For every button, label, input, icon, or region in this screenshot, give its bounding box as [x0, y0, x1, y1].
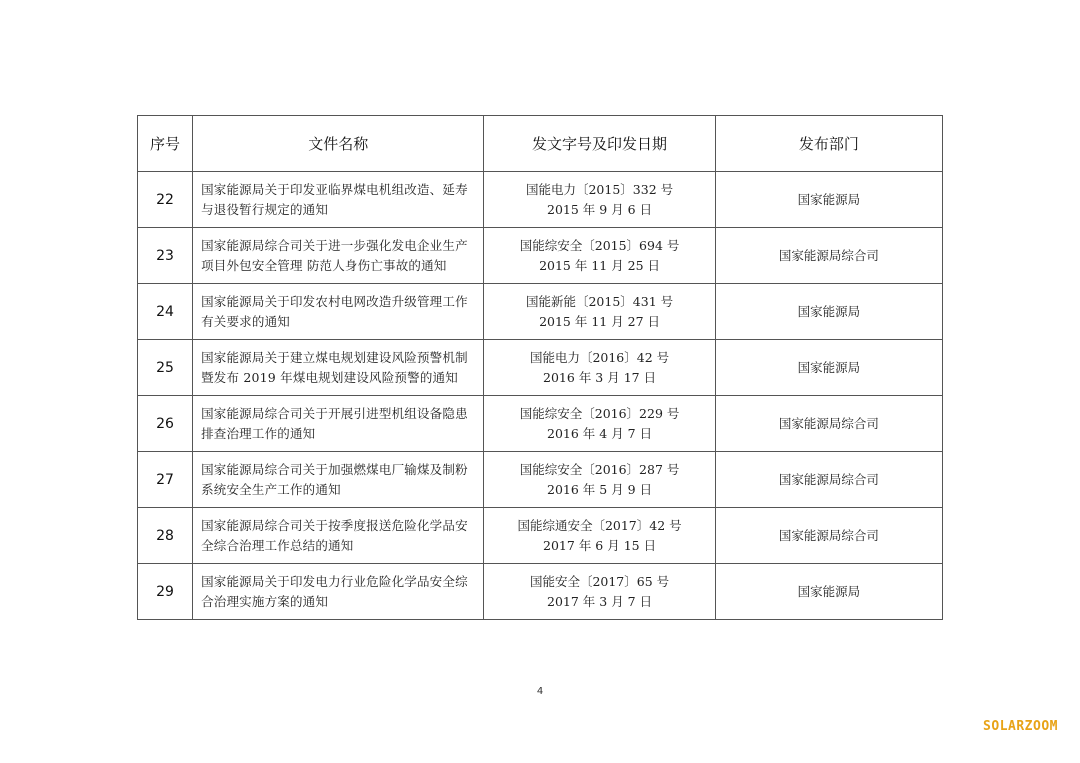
- row-code-date-cell: [484, 340, 715, 396]
- row-serial-number: 26: [138, 396, 193, 452]
- row-document-name: 国家能源局综合司关于按季度报送危险化学品安全综合治理工作总结的通知: [193, 508, 484, 564]
- row-document-code: 国能综安全〔2016〕287 号: [519, 461, 680, 477]
- row-department: 国家能源局综合司: [715, 228, 942, 284]
- row-code-date-cell: [484, 452, 715, 508]
- row-serial-number: 22: [138, 172, 193, 228]
- row-document-code: 国能安全〔2017〕65 号: [529, 573, 670, 589]
- table-row: [138, 284, 943, 340]
- row-issue-date: 2016 年 5 月 9 日: [547, 481, 653, 497]
- row-issue-date: 2015 年 11 月 25 日: [539, 257, 661, 273]
- table-row: [138, 396, 943, 452]
- row-department: 国家能源局综合司: [715, 508, 942, 564]
- row-serial-number: 23: [138, 228, 193, 284]
- table-row: [138, 228, 943, 284]
- row-code-date-cell: [484, 508, 715, 564]
- row-code-date-cell: [484, 396, 715, 452]
- row-code-date-cell: [484, 228, 715, 284]
- row-serial-number: 29: [138, 564, 193, 620]
- row-document-code: 国能综安全〔2015〕694 号: [519, 237, 680, 253]
- document-table: [137, 115, 943, 620]
- row-department: 国家能源局: [715, 564, 942, 620]
- row-code-date-cell: [484, 172, 715, 228]
- row-issue-date: 2017 年 3 月 7 日: [547, 593, 653, 609]
- row-code-date-cell: [484, 284, 715, 340]
- row-document-name: 国家能源局关于印发亚临界煤电机组改造、延寿与退役暂行规定的通知: [193, 172, 484, 228]
- row-serial-number: 24: [138, 284, 193, 340]
- page-number: 4: [536, 686, 544, 697]
- header-document-code-date: 发文字号及印发日期: [484, 116, 715, 172]
- table-row: [138, 172, 943, 228]
- row-document-name: 国家能源局综合司关于进一步强化发电企业生产项目外包安全管理 防范人身伤亡事故的通知: [193, 228, 484, 284]
- row-document-code: 国能综安全〔2016〕229 号: [519, 405, 680, 421]
- row-document-code: 国能电力〔2016〕42 号: [529, 349, 670, 365]
- header-serial-number: 序号: [138, 116, 193, 172]
- row-document-name: 国家能源局综合司关于加强燃煤电厂输煤及制粉系统安全生产工作的通知: [193, 452, 484, 508]
- row-issue-date: 2016 年 3 月 17 日: [543, 369, 657, 385]
- row-document-name: 国家能源局关于印发电力行业危险化学品安全综合治理实施方案的通知: [193, 564, 484, 620]
- solarzoom-watermark: SOLARZOOM: [983, 719, 1058, 734]
- row-document-name: 国家能源局关于印发农村电网改造升级管理工作有关要求的通知: [193, 284, 484, 340]
- row-department: 国家能源局综合司: [715, 396, 942, 452]
- table-row: [138, 564, 943, 620]
- row-issue-date: 2015 年 11 月 27 日: [539, 313, 661, 329]
- row-document-code: 国能综通安全〔2017〕42 号: [517, 517, 682, 533]
- row-serial-number: 28: [138, 508, 193, 564]
- row-document-name: 国家能源局关于建立煤电规划建设风险预警机制暨发布 2019 年煤电规划建设风险预警的通知: [193, 340, 484, 396]
- row-document-name: 国家能源局综合司关于开展引进型机组设备隐患排查治理工作的通知: [193, 396, 484, 452]
- header-issuing-department: 发布部门: [715, 116, 942, 172]
- row-issue-date: 2017 年 6 月 15 日: [543, 537, 657, 553]
- row-document-code: 国能新能〔2015〕431 号: [525, 293, 674, 309]
- row-issue-date: 2015 年 9 月 6 日: [547, 201, 653, 217]
- row-serial-number: 25: [138, 340, 193, 396]
- table-row: [138, 508, 943, 564]
- row-department: 国家能源局: [715, 340, 942, 396]
- table-row: [138, 340, 943, 396]
- row-document-code: 国能电力〔2015〕332 号: [525, 181, 674, 197]
- row-serial-number: 27: [138, 452, 193, 508]
- row-department: 国家能源局: [715, 172, 942, 228]
- row-department: 国家能源局: [715, 284, 942, 340]
- table-row: [138, 452, 943, 508]
- header-document-name: 文件名称: [193, 116, 484, 172]
- table-header-row: [138, 116, 943, 172]
- row-issue-date: 2016 年 4 月 7 日: [547, 425, 653, 441]
- row-code-date-cell: [484, 564, 715, 620]
- row-department: 国家能源局综合司: [715, 452, 942, 508]
